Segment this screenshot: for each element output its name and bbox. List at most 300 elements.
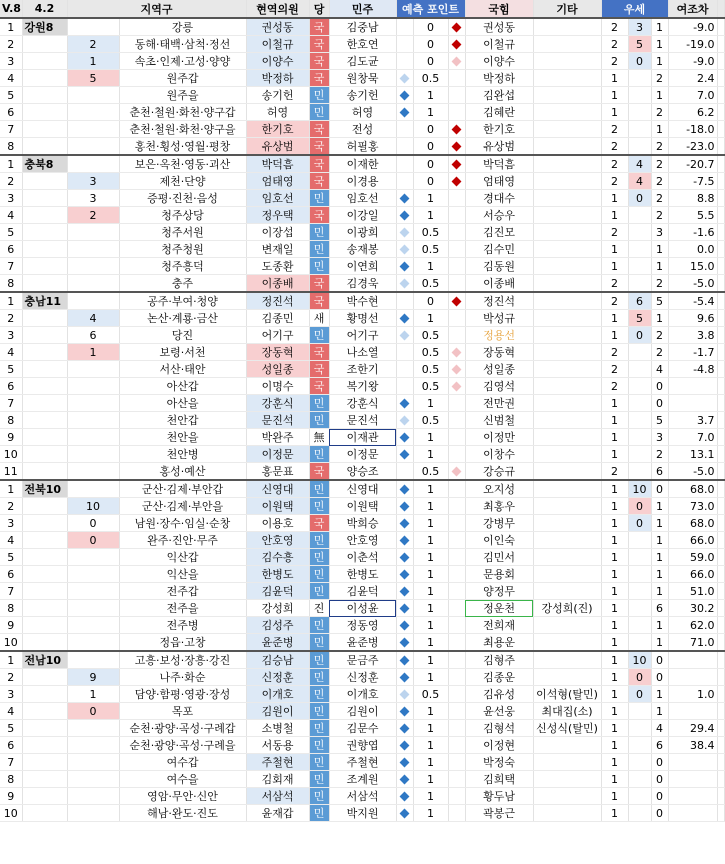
other-candidate bbox=[533, 310, 601, 327]
row-number: 8 bbox=[0, 412, 22, 429]
incumbent-name: 김수흥 bbox=[246, 549, 309, 566]
prediction-point: 0 bbox=[413, 292, 448, 310]
party-badge: 국 bbox=[309, 173, 329, 190]
lead-count-1: 1 bbox=[601, 634, 628, 652]
incumbent-name: 신정훈 bbox=[246, 669, 309, 686]
region-name: 공주·부여·청양 bbox=[119, 292, 246, 310]
row-spacer bbox=[717, 138, 724, 156]
point-marker-left bbox=[396, 70, 413, 87]
ppp-candidate: 김진모 bbox=[465, 224, 533, 241]
party-badge: 새 bbox=[309, 310, 329, 327]
dem-candidate: 문금주 bbox=[329, 651, 396, 669]
ppp-candidate: 강병무 bbox=[465, 515, 533, 532]
diamond-icon bbox=[452, 22, 462, 32]
table-row bbox=[0, 412, 724, 429]
ppp-candidate: 김동원 bbox=[465, 258, 533, 275]
region-name: 춘천·철원·화천·양구갑 bbox=[119, 104, 246, 121]
prediction-point: 0 bbox=[413, 155, 448, 173]
table-row bbox=[0, 498, 724, 515]
row-number: 4 bbox=[0, 532, 22, 549]
lead-count-3: 3 bbox=[651, 224, 668, 241]
section-label bbox=[22, 771, 67, 788]
lead-count-2 bbox=[628, 617, 651, 634]
header-dem: 민주 bbox=[329, 0, 396, 18]
poll-gap: 68.0 bbox=[668, 480, 717, 498]
row-spacer bbox=[717, 703, 724, 720]
bias-value: 0 bbox=[67, 532, 119, 549]
region-name: 당진 bbox=[119, 327, 246, 344]
other-candidate bbox=[533, 241, 601, 258]
lead-count-3: 1 bbox=[651, 258, 668, 275]
lead-count-1: 1 bbox=[601, 480, 628, 498]
poll-gap: 9.6 bbox=[668, 310, 717, 327]
incumbent-name: 이장섭 bbox=[246, 224, 309, 241]
dem-candidate: 박지원 bbox=[329, 805, 396, 822]
table-row bbox=[0, 207, 724, 224]
lead-count-2 bbox=[628, 737, 651, 754]
dem-candidate: 양승조 bbox=[329, 463, 396, 481]
row-spacer bbox=[717, 190, 724, 207]
table-row bbox=[0, 600, 724, 617]
poll-gap: 73.0 bbox=[668, 498, 717, 515]
region-name: 제천·단양 bbox=[119, 173, 246, 190]
other-candidate bbox=[533, 395, 601, 412]
lead-count-1: 1 bbox=[601, 720, 628, 737]
point-marker-right bbox=[448, 617, 465, 634]
incumbent-name: 이정문 bbox=[246, 446, 309, 463]
diamond-icon bbox=[400, 774, 410, 784]
row-spacer bbox=[717, 395, 724, 412]
point-marker-left bbox=[396, 566, 413, 583]
row-number: 2 bbox=[0, 36, 22, 53]
lead-count-2 bbox=[628, 703, 651, 720]
diamond-icon bbox=[400, 432, 410, 442]
dem-candidate: 김도균 bbox=[329, 53, 396, 70]
lead-count-3: 0 bbox=[651, 788, 668, 805]
point-marker-left bbox=[396, 515, 413, 532]
lead-count-3: 1 bbox=[651, 583, 668, 600]
prediction-point: 0 bbox=[413, 18, 448, 36]
bias-value bbox=[67, 617, 119, 634]
row-spacer bbox=[717, 669, 724, 686]
region-name: 청주흥덕 bbox=[119, 258, 246, 275]
other-candidate bbox=[533, 104, 601, 121]
dem-candidate: 박희승 bbox=[329, 515, 396, 532]
point-marker-right bbox=[448, 395, 465, 412]
incumbent-name: 안호영 bbox=[246, 532, 309, 549]
diamond-icon bbox=[400, 791, 410, 801]
ppp-candidate: 권성동 bbox=[465, 18, 533, 36]
section-label bbox=[22, 788, 67, 805]
point-marker-right bbox=[448, 292, 465, 310]
lead-count-3: 1 bbox=[651, 566, 668, 583]
dem-candidate: 이춘석 bbox=[329, 549, 396, 566]
row-number: 4 bbox=[0, 70, 22, 87]
bias-value bbox=[67, 121, 119, 138]
prediction-point: 1 bbox=[413, 720, 448, 737]
row-spacer bbox=[717, 104, 724, 121]
section-label bbox=[22, 121, 67, 138]
lead-count-2: 0 bbox=[628, 327, 651, 344]
incumbent-name: 이개호 bbox=[246, 686, 309, 703]
point-marker-right bbox=[448, 327, 465, 344]
dem-candidate: 김윤덕 bbox=[329, 583, 396, 600]
row-spacer bbox=[717, 327, 724, 344]
ppp-candidate: 전희재 bbox=[465, 617, 533, 634]
ppp-candidate: 이정만 bbox=[465, 429, 533, 446]
prediction-point: 1 bbox=[413, 600, 448, 617]
party-badge: 민 bbox=[309, 737, 329, 754]
bias-value bbox=[67, 292, 119, 310]
dem-candidate: 황명선 bbox=[329, 310, 396, 327]
point-marker-left bbox=[396, 327, 413, 344]
lead-count-3: 2 bbox=[651, 190, 668, 207]
row-number: 6 bbox=[0, 241, 22, 258]
row-number: 7 bbox=[0, 121, 22, 138]
ppp-candidate: 유상범 bbox=[465, 138, 533, 156]
poll-gap: 38.4 bbox=[668, 737, 717, 754]
section-label bbox=[22, 532, 67, 549]
prediction-point: 0 bbox=[413, 53, 448, 70]
table-row bbox=[0, 669, 724, 686]
table-row bbox=[0, 429, 724, 446]
party-badge: 민 bbox=[309, 805, 329, 822]
row-number: 7 bbox=[0, 395, 22, 412]
point-marker-left bbox=[396, 651, 413, 669]
row-number: 8 bbox=[0, 138, 22, 156]
lead-count-3: 2 bbox=[651, 138, 668, 156]
bias-value: 1 bbox=[67, 53, 119, 70]
lead-count-2: 10 bbox=[628, 651, 651, 669]
prediction-point: 0.5 bbox=[413, 686, 448, 703]
poll-gap: 51.0 bbox=[668, 583, 717, 600]
row-spacer bbox=[717, 258, 724, 275]
header-gap: 여조차 bbox=[668, 0, 717, 18]
lead-count-2: 0 bbox=[628, 498, 651, 515]
lead-count-3: 5 bbox=[651, 412, 668, 429]
row-spacer bbox=[717, 600, 724, 617]
point-marker-left bbox=[396, 634, 413, 652]
other-candidate bbox=[533, 258, 601, 275]
region-name: 청주서원 bbox=[119, 224, 246, 241]
table-row bbox=[0, 686, 724, 703]
lead-count-2 bbox=[628, 138, 651, 156]
other-candidate bbox=[533, 429, 601, 446]
party-badge: 민 bbox=[309, 532, 329, 549]
point-marker-right bbox=[448, 583, 465, 600]
lead-count-1: 1 bbox=[601, 515, 628, 532]
bias-value bbox=[67, 104, 119, 121]
diamond-icon bbox=[400, 227, 410, 237]
point-marker-right bbox=[448, 310, 465, 327]
row-number: 2 bbox=[0, 173, 22, 190]
ppp-candidate: 박정숙 bbox=[465, 754, 533, 771]
other-candidate bbox=[533, 275, 601, 293]
point-marker-right bbox=[448, 463, 465, 481]
ppp-candidate: 강승규 bbox=[465, 463, 533, 481]
dem-candidate: 이성윤 bbox=[329, 600, 396, 617]
bias-value: 3 bbox=[67, 190, 119, 207]
lead-count-1: 2 bbox=[601, 138, 628, 156]
point-marker-right bbox=[448, 600, 465, 617]
party-badge: 민 bbox=[309, 686, 329, 703]
dem-candidate: 이경용 bbox=[329, 173, 396, 190]
ppp-candidate: 김혜란 bbox=[465, 104, 533, 121]
point-marker-right bbox=[448, 155, 465, 173]
section-label bbox=[22, 498, 67, 515]
party-badge: 국 bbox=[309, 121, 329, 138]
lead-count-2 bbox=[628, 70, 651, 87]
lead-count-3: 2 bbox=[651, 207, 668, 224]
point-marker-left bbox=[396, 788, 413, 805]
other-candidate bbox=[533, 344, 601, 361]
section-label bbox=[22, 224, 67, 241]
point-marker-right bbox=[448, 121, 465, 138]
lead-count-2 bbox=[628, 87, 651, 104]
row-spacer bbox=[717, 70, 724, 87]
point-marker-left bbox=[396, 36, 413, 53]
lead-count-2 bbox=[628, 771, 651, 788]
prediction-point: 1 bbox=[413, 669, 448, 686]
prediction-point: 0.5 bbox=[413, 412, 448, 429]
poll-gap: 59.0 bbox=[668, 549, 717, 566]
lead-count-2 bbox=[628, 446, 651, 463]
table-row bbox=[0, 36, 724, 53]
lead-count-2 bbox=[628, 549, 651, 566]
dem-candidate: 허필홍 bbox=[329, 138, 396, 156]
region-name: 전주갑 bbox=[119, 583, 246, 600]
row-spacer bbox=[717, 87, 724, 104]
lead-count-1: 2 bbox=[601, 173, 628, 190]
row-number: 6 bbox=[0, 378, 22, 395]
incumbent-name: 윤재갑 bbox=[246, 805, 309, 822]
ppp-candidate: 오지성 bbox=[465, 480, 533, 498]
diamond-icon bbox=[400, 740, 410, 750]
incumbent-name: 정진석 bbox=[246, 292, 309, 310]
lead-count-2 bbox=[628, 395, 651, 412]
lead-count-2: 10 bbox=[628, 480, 651, 498]
point-marker-left bbox=[396, 583, 413, 600]
point-marker-left bbox=[396, 258, 413, 275]
lead-count-3: 1 bbox=[651, 53, 668, 70]
dem-candidate: 임호선 bbox=[329, 190, 396, 207]
dem-candidate: 전성 bbox=[329, 121, 396, 138]
other-candidate bbox=[533, 173, 601, 190]
lead-count-1: 1 bbox=[601, 583, 628, 600]
party-badge: 국 bbox=[309, 344, 329, 361]
table-row bbox=[0, 70, 724, 87]
section-label bbox=[22, 361, 67, 378]
diamond-icon bbox=[400, 603, 410, 613]
bias-value bbox=[67, 566, 119, 583]
row-spacer bbox=[717, 361, 724, 378]
point-marker-right bbox=[448, 805, 465, 822]
point-marker-left bbox=[396, 480, 413, 498]
section-label bbox=[22, 737, 67, 754]
other-candidate bbox=[533, 412, 601, 429]
row-spacer bbox=[717, 378, 724, 395]
point-marker-left bbox=[396, 600, 413, 617]
region-name: 청주청원 bbox=[119, 241, 246, 258]
row-spacer bbox=[717, 498, 724, 515]
incumbent-name: 주철현 bbox=[246, 754, 309, 771]
row-number: 3 bbox=[0, 327, 22, 344]
section-label bbox=[22, 805, 67, 822]
lead-count-1: 1 bbox=[601, 446, 628, 463]
ppp-candidate: 신범철 bbox=[465, 412, 533, 429]
diamond-icon bbox=[452, 466, 462, 476]
region-name: 여수갑 bbox=[119, 754, 246, 771]
diamond-icon bbox=[400, 193, 410, 203]
prediction-point: 1 bbox=[413, 429, 448, 446]
dem-candidate: 이정문 bbox=[329, 446, 396, 463]
point-marker-left bbox=[396, 155, 413, 173]
row-number: 5 bbox=[0, 87, 22, 104]
point-marker-right bbox=[448, 412, 465, 429]
table-row bbox=[0, 566, 724, 583]
other-candidate bbox=[533, 463, 601, 481]
ppp-candidate: 윤선웅 bbox=[465, 703, 533, 720]
incumbent-name: 어기구 bbox=[246, 327, 309, 344]
section-label bbox=[22, 344, 67, 361]
bias-value bbox=[67, 788, 119, 805]
table-row bbox=[0, 155, 724, 173]
poll-gap: -1.7 bbox=[668, 344, 717, 361]
lead-count-3: 1 bbox=[651, 310, 668, 327]
ppp-candidate: 황두남 bbox=[465, 788, 533, 805]
party-badge: 無 bbox=[309, 429, 329, 446]
lead-count-2 bbox=[628, 754, 651, 771]
region-name: 정읍·고창 bbox=[119, 634, 246, 652]
party-badge: 진 bbox=[309, 600, 329, 617]
prediction-point: 1 bbox=[413, 310, 448, 327]
dem-candidate: 어기구 bbox=[329, 327, 396, 344]
ppp-candidate: 김민서 bbox=[465, 549, 533, 566]
poll-gap bbox=[668, 651, 717, 669]
lead-count-2: 0 bbox=[628, 190, 651, 207]
region-name: 여수을 bbox=[119, 771, 246, 788]
dem-candidate: 안호영 bbox=[329, 532, 396, 549]
point-marker-left bbox=[396, 498, 413, 515]
bias-value bbox=[67, 412, 119, 429]
row-spacer bbox=[717, 686, 724, 703]
bias-value bbox=[67, 87, 119, 104]
region-name: 속초·인제·고성·양양 bbox=[119, 53, 246, 70]
lead-count-1: 1 bbox=[601, 549, 628, 566]
dem-candidate: 이개호 bbox=[329, 686, 396, 703]
poll-gap bbox=[668, 378, 717, 395]
row-spacer bbox=[717, 310, 724, 327]
region-name: 담양·함평·영광·장성 bbox=[119, 686, 246, 703]
ppp-candidate: 곽봉근 bbox=[465, 805, 533, 822]
other-candidate bbox=[533, 532, 601, 549]
incumbent-name: 문진석 bbox=[246, 412, 309, 429]
lead-count-2: 5 bbox=[628, 310, 651, 327]
section-label bbox=[22, 754, 67, 771]
lead-count-1: 1 bbox=[601, 686, 628, 703]
diamond-icon bbox=[400, 620, 410, 630]
dem-candidate: 나소열 bbox=[329, 344, 396, 361]
lead-count-2 bbox=[628, 634, 651, 652]
table-row bbox=[0, 737, 724, 754]
point-marker-right bbox=[448, 344, 465, 361]
point-marker-left bbox=[396, 549, 413, 566]
incumbent-name: 정우택 bbox=[246, 207, 309, 224]
lead-count-2 bbox=[628, 378, 651, 395]
region-name: 강릉 bbox=[119, 18, 246, 36]
prediction-point: 0.5 bbox=[413, 70, 448, 87]
incumbent-name: 성일종 bbox=[246, 361, 309, 378]
point-marker-left bbox=[396, 617, 413, 634]
section-label: 충북8 bbox=[22, 155, 67, 173]
header-party: 당 bbox=[309, 0, 329, 18]
table-row bbox=[0, 87, 724, 104]
point-marker-right bbox=[448, 429, 465, 446]
point-marker-right bbox=[448, 566, 465, 583]
other-candidate bbox=[533, 515, 601, 532]
point-marker-right bbox=[448, 788, 465, 805]
row-number: 3 bbox=[0, 190, 22, 207]
lead-count-1: 1 bbox=[601, 258, 628, 275]
party-badge: 민 bbox=[309, 583, 329, 600]
poll-gap: 15.0 bbox=[668, 258, 717, 275]
lead-count-3: 1 bbox=[651, 549, 668, 566]
header-region: 지역구 bbox=[67, 0, 246, 18]
poll-gap bbox=[668, 788, 717, 805]
row-spacer bbox=[717, 532, 724, 549]
bias-value bbox=[67, 771, 119, 788]
prediction-point: 1 bbox=[413, 190, 448, 207]
section-label bbox=[22, 566, 67, 583]
party-badge: 민 bbox=[309, 224, 329, 241]
incumbent-name: 이철규 bbox=[246, 36, 309, 53]
prediction-point: 1 bbox=[413, 446, 448, 463]
ppp-candidate: 한기호 bbox=[465, 121, 533, 138]
incumbent-name: 한기호 bbox=[246, 121, 309, 138]
incumbent-name: 김윤덕 bbox=[246, 583, 309, 600]
section-label bbox=[22, 463, 67, 481]
poll-gap: 30.2 bbox=[668, 600, 717, 617]
prediction-point: 1 bbox=[413, 395, 448, 412]
table-row bbox=[0, 549, 724, 566]
prediction-point: 1 bbox=[413, 104, 448, 121]
bias-value bbox=[67, 463, 119, 481]
party-badge: 민 bbox=[309, 498, 329, 515]
table-row bbox=[0, 480, 724, 498]
row-number: 8 bbox=[0, 771, 22, 788]
prediction-point: 1 bbox=[413, 583, 448, 600]
ppp-candidate: 이양수 bbox=[465, 53, 533, 70]
table-row bbox=[0, 224, 724, 241]
lead-count-2 bbox=[628, 412, 651, 429]
row-number: 2 bbox=[0, 498, 22, 515]
lead-count-2 bbox=[628, 532, 651, 549]
party-badge: 국 bbox=[309, 53, 329, 70]
other-candidate bbox=[533, 207, 601, 224]
diamond-icon bbox=[452, 159, 462, 169]
section-label bbox=[22, 600, 67, 617]
point-marker-left bbox=[396, 173, 413, 190]
row-spacer bbox=[717, 651, 724, 669]
lead-count-2 bbox=[628, 583, 651, 600]
bias-value: 1 bbox=[67, 686, 119, 703]
row-spacer bbox=[717, 480, 724, 498]
other-candidate bbox=[533, 292, 601, 310]
section-label bbox=[22, 258, 67, 275]
lead-count-2: 4 bbox=[628, 155, 651, 173]
party-badge: 국 bbox=[309, 361, 329, 378]
row-number: 2 bbox=[0, 669, 22, 686]
